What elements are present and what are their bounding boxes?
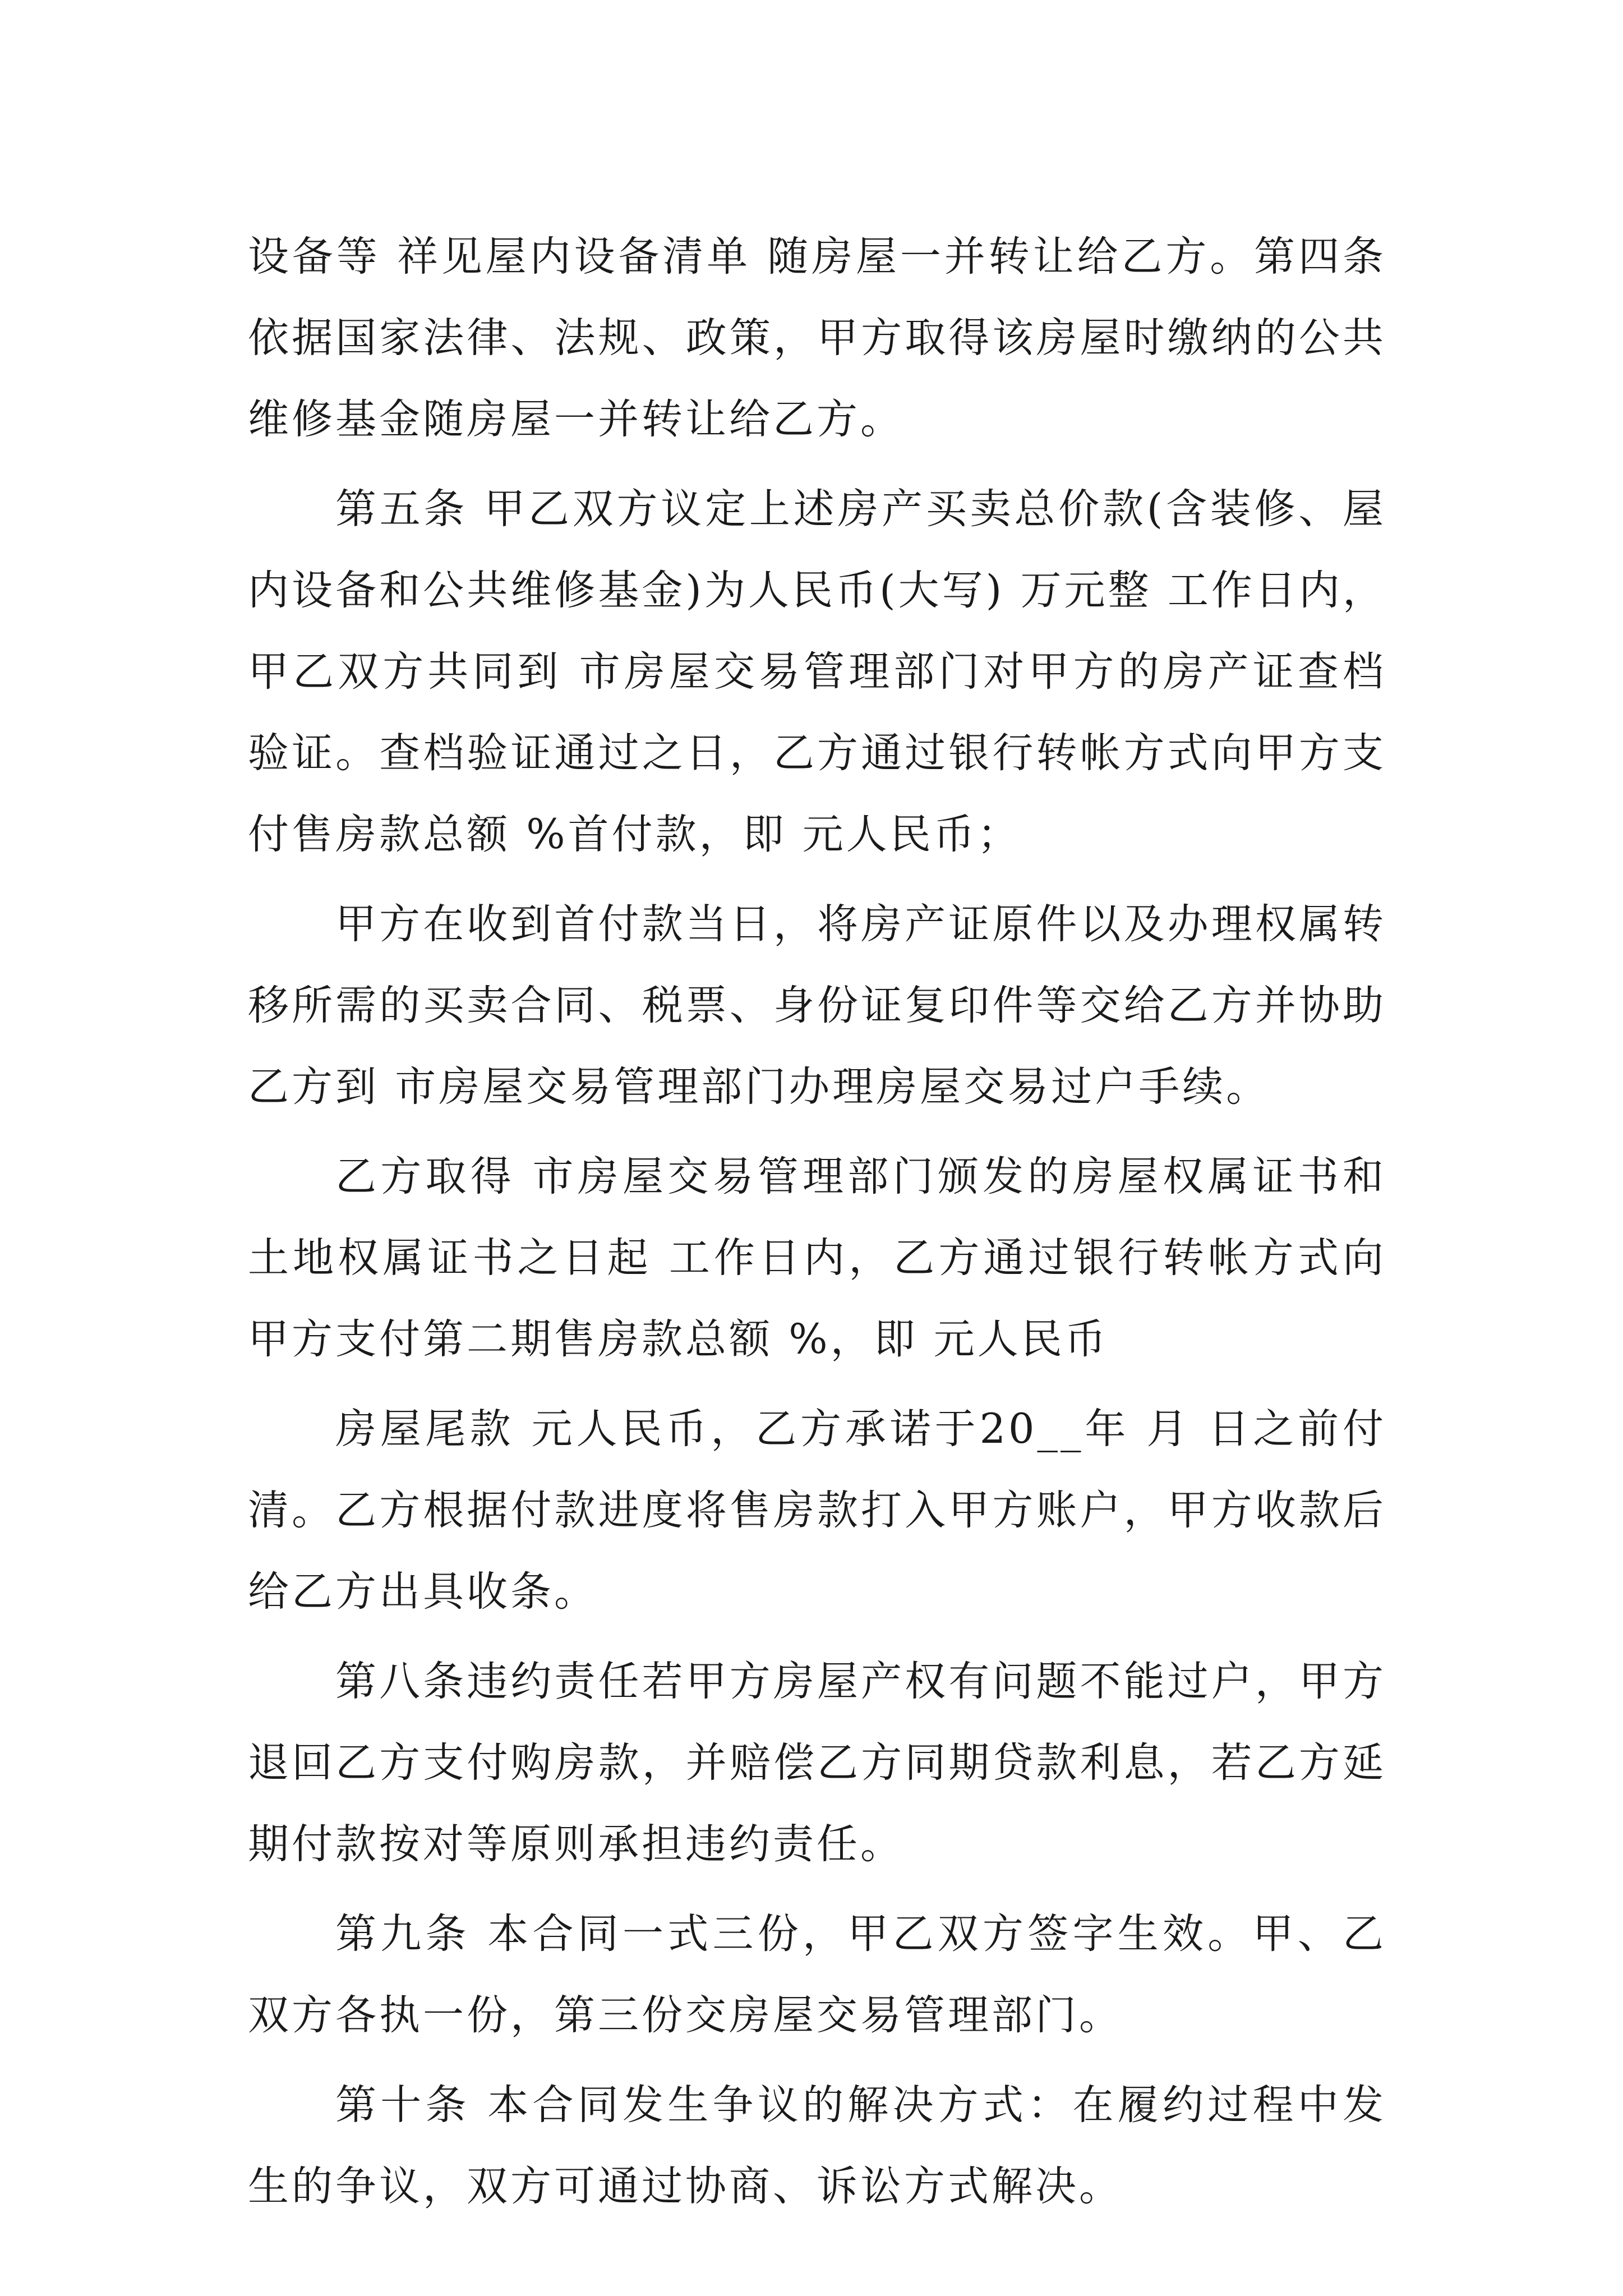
document-body bbox=[248, 216, 1386, 2235]
paragraph-article-9-copies: 第九条 本合同一式三份，甲乙双方签字生效。甲、乙双方各执一份，第三份交房屋交易管理部门。 bbox=[248, 1910, 1386, 2039]
paragraph-certificate-handover: 甲方在收到首付款当日，将房产证原件以及办理权属转移所需的买卖合同、税票、身份证复印件等交给乙方并协助乙方到 市房屋交易管理部门办理房屋交易过户手续。 bbox=[248, 900, 1386, 1111]
paragraph-second-payment: 乙方取得 市房屋交易管理部门颁发的房屋权属证书和土地权属证书之日起 工作日内，乙方通过银行转帐方式向甲方支付第二期售房款总额 %，即 元人民币 bbox=[248, 1153, 1386, 1363]
paragraph-article-5-price: 第五条 甲乙双方议定上述房产买卖总价款(含装修、屋内设备和公共维修基金)为人民币(大写) 万元整 工作日内，甲乙双方共同到 市房屋交易管理部门对甲方的房产证查档验证。查档验证通过之日，乙方通过银行转帐方式向甲方支付售房款总额 %首付款，即 元人民币； bbox=[248, 485, 1386, 858]
paragraph-equipment-transfer: 设备等 祥见屋内设备清单 随房屋一并转让给乙方。第四条依据国家法律、法规、政策，甲方取得该房屋时缴纳的公共维修基金随房屋一并转让给乙方。 bbox=[248, 233, 1386, 443]
paragraph-article-10-disputes: 第十条 本合同发生争议的解决方式：在履约过程中发生的争议，双方可通过协商、诉讼方式解决。 bbox=[248, 2081, 1386, 2210]
paragraph-final-payment: 房屋尾款 元人民币，乙方承诺于20__年 月 日之前付清。乙方根据付款进度将售房款打入甲方账户，甲方收款后给乙方出具收条。 bbox=[248, 1405, 1386, 1616]
paragraph-article-8-breach: 第八条违约责任若甲方房屋产权有问题不能过户，甲方退回乙方支付购房款，并赔偿乙方同期贷款利息，若乙方延期付款按对等原则承担违约责任。 bbox=[248, 1658, 1386, 1868]
